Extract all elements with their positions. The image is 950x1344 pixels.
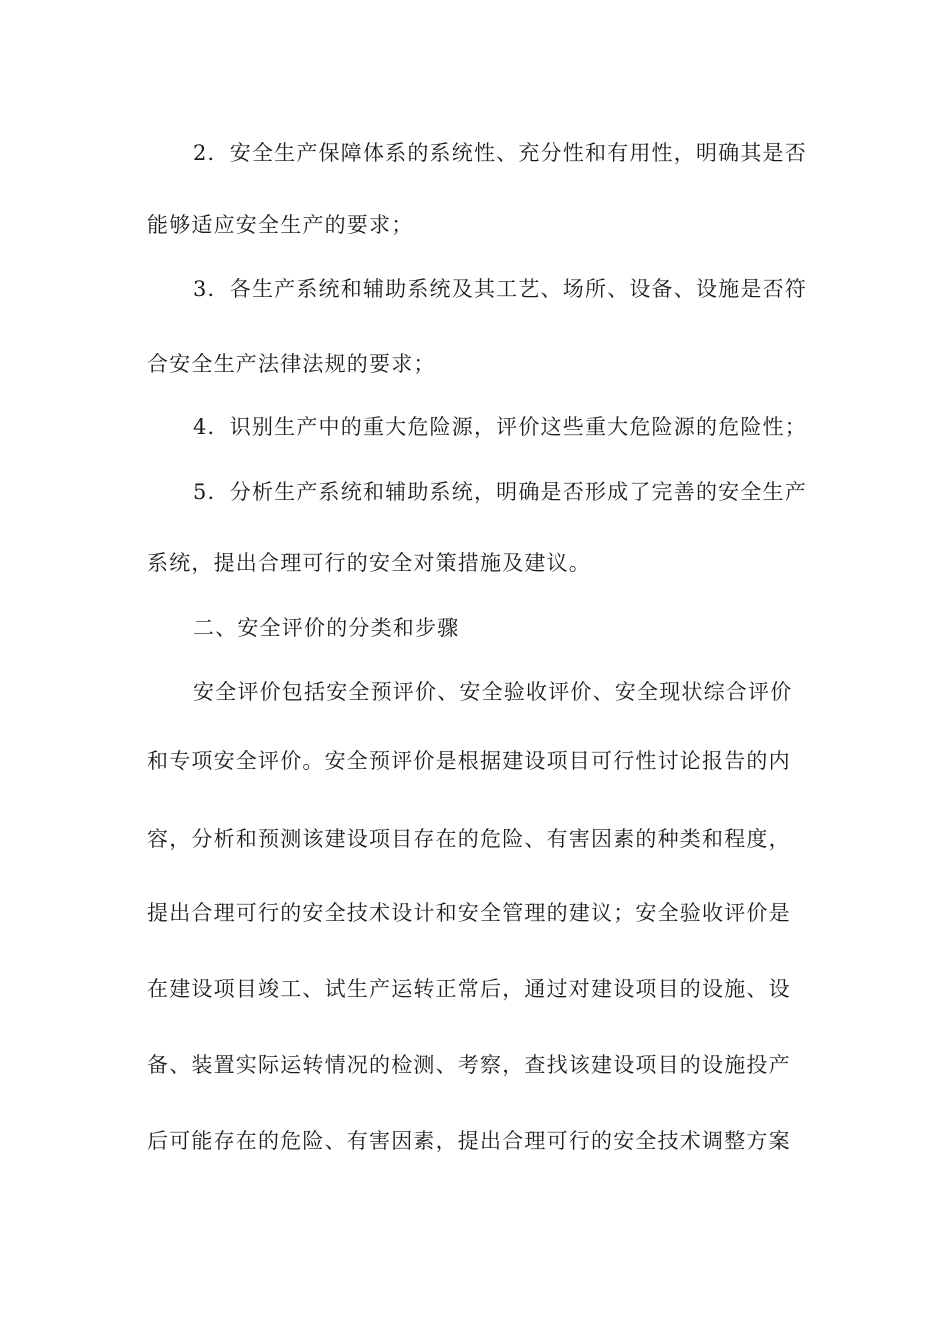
paragraph-line-1: 安全评价包括安全预评价、安全验收评价、安全现状综合评价 (193, 680, 793, 704)
item-5-line-1: 5．分析生产系统和辅助系统，明确是否形成了完善的安全生产 (193, 480, 807, 504)
paragraph-line-7: 后可能存在的危险、有害因素，提出合理可行的安全技术调整方案 (147, 1129, 791, 1153)
item-2-line-1: 2．安全生产保障体系的系统性、充分性和有用性，明确其是否 (193, 141, 807, 165)
section-heading: 二、安全评价的分类和步骤 (193, 616, 460, 640)
item-2-line-2: 能够适应安全生产的要求； (147, 213, 414, 237)
item-5-line-2: 系统，提出合理可行的安全对策措施及建议。 (147, 551, 591, 575)
paragraph-line-2: 和专项安全评价。安全预评价是根据建设项目可行性讨论报告的内 (147, 749, 791, 773)
paragraph-line-4: 提出合理可行的安全技术设计和安全管理的建议；安全验收评价是 (147, 901, 791, 925)
item-3-line-1: 3．各生产系统和辅助系统及其工艺、场所、设备、设施是否符 (193, 277, 807, 301)
paragraph-line-6: 备、装置实际运转情况的检测、考察，查找该建设项目的设施投产 (147, 1053, 791, 1077)
item-3-line-2: 合安全生产法律法规的要求； (147, 352, 436, 376)
paragraph-line-5: 在建设项目竣工、试生产运转正常后，通过对建设项目的设施、设 (147, 977, 791, 1001)
paragraph-line-3: 容，分析和预测该建设项目存在的危险、有害因素的种类和程度， (147, 827, 791, 851)
item-4-line-1: 4．识别生产中的重大危险源，评价这些重大危险源的危险性； (193, 415, 807, 439)
